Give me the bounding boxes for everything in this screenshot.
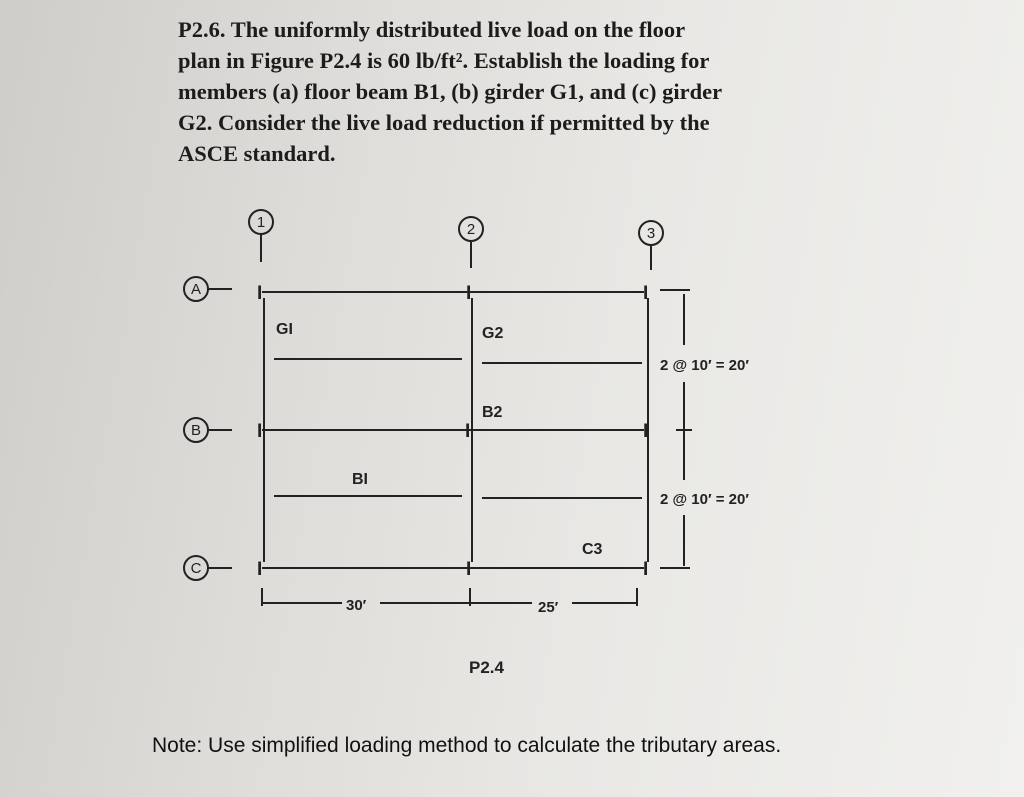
column-symbol-b1: I xyxy=(257,421,263,442)
column-symbol-c1: I xyxy=(257,559,263,580)
grid-label-C: C xyxy=(190,560,202,577)
problem-line-2: plan in Figure P2.4 is 60 lb/ft². Establish the loading for xyxy=(178,48,710,73)
member-label-b1: BI xyxy=(352,471,368,488)
note-text: Note: Use simplified loading method to calculate the tributary areas. xyxy=(152,734,782,757)
column-symbol-a1: I xyxy=(257,283,263,304)
problem-line-1: P2.6. The uniformly distributed live load on the floor xyxy=(178,17,686,42)
column-symbol-a2: I xyxy=(466,283,472,304)
column-symbol-c3: I xyxy=(643,559,649,580)
column-symbol-b2: I xyxy=(465,421,471,442)
grid-label-B: B xyxy=(190,422,202,439)
dimension-upper-spacing: 2 @ 10′ = 20′ xyxy=(660,357,749,374)
member-label-g2: G2 xyxy=(482,325,504,342)
member-label-b2: B2 xyxy=(482,404,503,421)
dimension-right-span: 25′ xyxy=(538,599,559,616)
figure-caption: P2.4 xyxy=(469,658,504,677)
column-symbol-c2: I xyxy=(466,559,472,580)
grid-label-A: A xyxy=(190,281,202,298)
grid-label-2: 2 xyxy=(466,221,476,238)
member-label-g1: GI xyxy=(276,321,293,338)
problem-line-5: ASCE standard. xyxy=(178,141,336,166)
member-label-c3: C3 xyxy=(582,541,603,558)
dimension-left-span: 30′ xyxy=(346,597,367,614)
dimension-lower-spacing: 2 @ 10′ = 20′ xyxy=(660,491,749,508)
grid-label-3: 3 xyxy=(646,225,656,242)
problem-line-3: members (a) floor beam B1, (b) girder G1, and (c) girder xyxy=(178,79,723,104)
grid-label-1: 1 xyxy=(256,214,266,231)
problem-line-4: G2. Consider the live load reduction if permitted by the xyxy=(178,110,710,135)
column-symbol-b3: I xyxy=(643,421,649,442)
column-symbol-a3: I xyxy=(643,283,649,304)
